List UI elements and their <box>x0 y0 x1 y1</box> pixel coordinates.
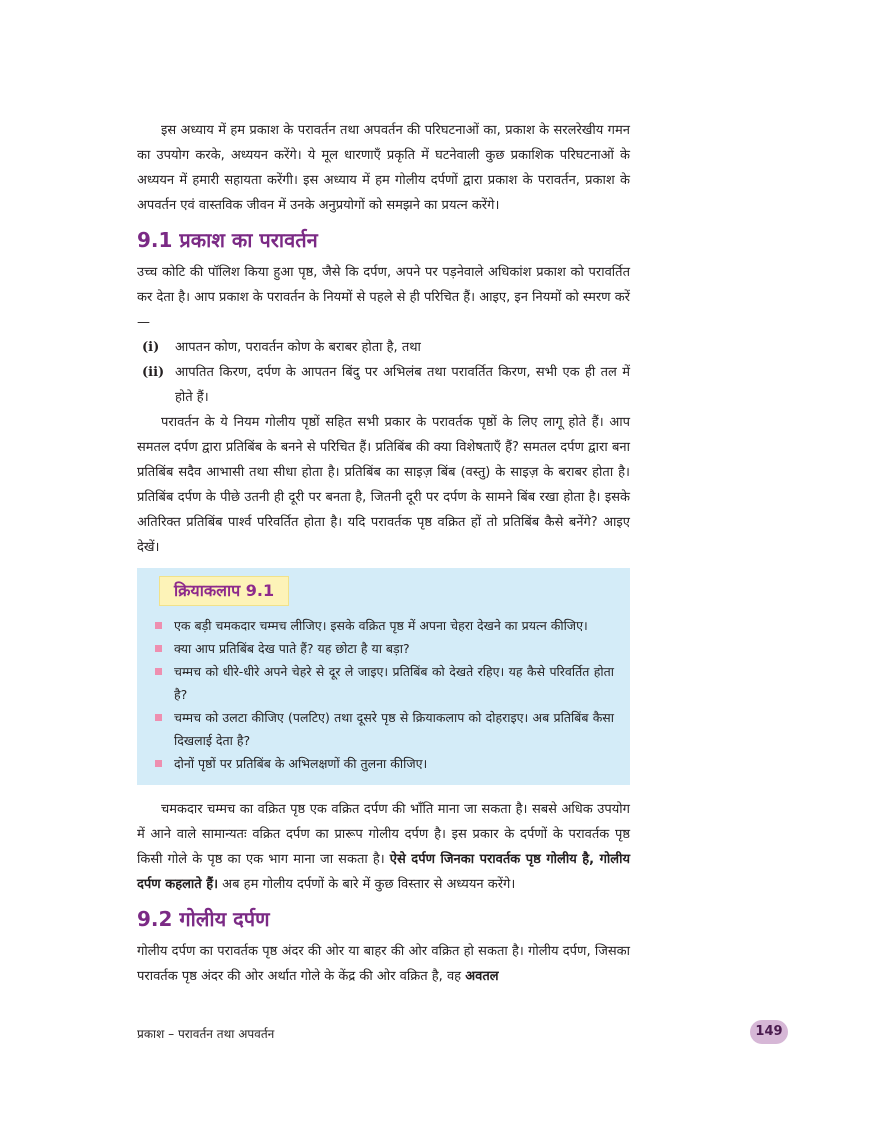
pink-square-bullet-icon <box>155 668 162 675</box>
activity-item: चम्मच को उलटा कीजिए (पलटिए) तथा दूसरे पृष्ठ से क्रियाकलाप को दोहराइए। अब प्रतिबिंब कैसा दिखलाई देता है? <box>151 706 614 752</box>
law-text: आपतित किरण, दर्पण के आपतन बिंदु पर अभिलंब तथा परावर्तित किरण, सभी एक ही तल में होते हैं। <box>175 365 630 405</box>
page-content <box>137 118 630 989</box>
pink-square-bullet-icon <box>155 760 162 767</box>
law-number: (ii) <box>142 365 165 380</box>
activity-item: दोनों पृष्ठों पर प्रतिबिंब के अभिलक्षणों की तुलना कीजिए। <box>151 752 614 775</box>
activity-item: चम्मच को धीरे-धीरे अपने चेहरे से दूर ले जाइए। प्रतिबिंब को देखते रहिए। यह कैसे परिवर्तित होता है? <box>151 660 614 706</box>
concave-term: अवतल <box>465 969 499 984</box>
pink-square-bullet-icon <box>155 645 162 652</box>
activity-item: क्या आप प्रतिबिंब देख पाते हैं? यह छोटा है या बड़ा? <box>151 637 614 660</box>
intro-paragraph: इस अध्याय में हम प्रकाश के परावर्तन तथा अपवर्तन की परिघटनाओं का, प्रकाश के सरलरेखीय गमन का उपयोग करके, अध्ययन करेंगे। ये मूल धारणाएँ प्रकृति में घटनेवाली कुछ प्रकाशिक परिघटनाओं के अध्ययन में हमारी सहायता करेंगी। इस अध्याय में हम गोलीय दर्पणों द्वारा प्रकाश के परावर्तन, प्रकाश के अपवर्तन एवं वास्तविक जीवन में उनके अनुप्रयोगों को समझने का प्रयत्न करेंगे। <box>137 123 630 213</box>
law-item <box>137 335 630 360</box>
curved-mirror-paragraph: चमकदार चम्मच का वक्रित पृष्ठ एक वक्रित दर्पण की भाँति माना जा सकता है। सबसे अधिक उपयोग में आने वाले सामान्यतः वक्रित दर्पण का प्रारूप गोलीय दर्पण है। इस प्रकार के दर्पणों के परावर्तक पृष्ठ किसी गोले के पृष्ठ का एक भाग माना जा सकता है। ऐसे दर्पण जिनका परावर्तक पृष्ठ गोलीय है, गोलीय दर्पण कहलाते हैं। अब हम गोलीय दर्पणों के बारे में कुछ विस्तार से अध्ययन करेंगे। <box>137 802 631 892</box>
section-heading-reflection: 9.1 प्रकाश का परावर्तन <box>137 228 318 252</box>
reflection-paragraph: उच्च कोटि की पॉलिश किया हुआ पृष्ठ, जैसे कि दर्पण, अपने पर पड़नेवाले अधिकांश प्रकाश को परावर्तित कर देता है। आप प्रकाश के परावर्तन के नियमों से पहले से ही परिचित हैं। आइए, इन नियमों को स्मरण करें— <box>137 265 630 330</box>
spherical-mirror-paragraph: गोलीय दर्पण का परावर्तक पृष्ठ अंदर की ओर या बाहर की ओर वक्रित हो सकता है। गोलीय दर्पण, जिसका परावर्तक पृष्ठ अंदर की ओर अर्थात गोले के केंद्र की ओर वक्रित है, वह अवतल <box>137 944 630 984</box>
law-text: आपतन कोण, परावर्तन कोण के बराबर होता है, तथा <box>175 340 421 355</box>
spherical-mirror-definition: ऐसे दर्पण जिनका परावर्तक पृष्ठ गोलीय है, गोलीय दर्पण कहलाते हैं। <box>137 852 631 892</box>
pink-square-bullet-icon <box>155 714 162 721</box>
law-item <box>137 360 630 410</box>
laws-of-reflection-list <box>137 335 630 410</box>
pink-square-bullet-icon <box>155 622 162 629</box>
chapter-title: प्रकाश – परावर्तन तथा अपवर्तन <box>137 1027 275 1041</box>
page-number-badge: 149 <box>750 1020 788 1044</box>
section-heading-spherical-mirrors: 9.2 गोलीय दर्पण <box>137 907 270 931</box>
activity-item: एक बड़ी चमकदार चम्मच लीजिए। इसके वक्रित पृष्ठ में अपना चेहरा देखने का प्रयत्न कीजिए। <box>151 614 614 637</box>
activity-box <box>137 568 630 785</box>
page-footer <box>137 1020 788 1046</box>
activity-list <box>151 614 614 775</box>
activity-title: क्रियाकलाप 9.1 <box>159 576 289 606</box>
plane-mirror-paragraph: परावर्तन के ये नियम गोलीय पृष्ठों सहित सभी प्रकार के परावर्तक पृष्ठों के लिए लागू होते हैं। आप समतल दर्पण द्वारा प्रतिबिंब के बनने से परिचित हैं। प्रतिबिंब की क्या विशेषताएँ हैं? समतल दर्पण द्वारा बना प्रतिबिंब सदैव आभासी तथा सीधा होता है। प्रतिबिंब का साइज़ बिंब (वस्तु) के साइज़ के बराबर होता है। प्रतिबिंब दर्पण के पीछे उतनी ही दूरी पर बनता है, जितनी दूरी पर दर्पण के सामने बिंब रखा होता है। इसके अतिरिक्त प्रतिबिंब पार्श्व परिवर्तित होता है। यदि परावर्तक पृष्ठ वक्रित हों तो प्रतिबिंब कैसे बनेंगे? आइए देखें। <box>137 415 630 555</box>
law-number: (i) <box>142 340 160 355</box>
